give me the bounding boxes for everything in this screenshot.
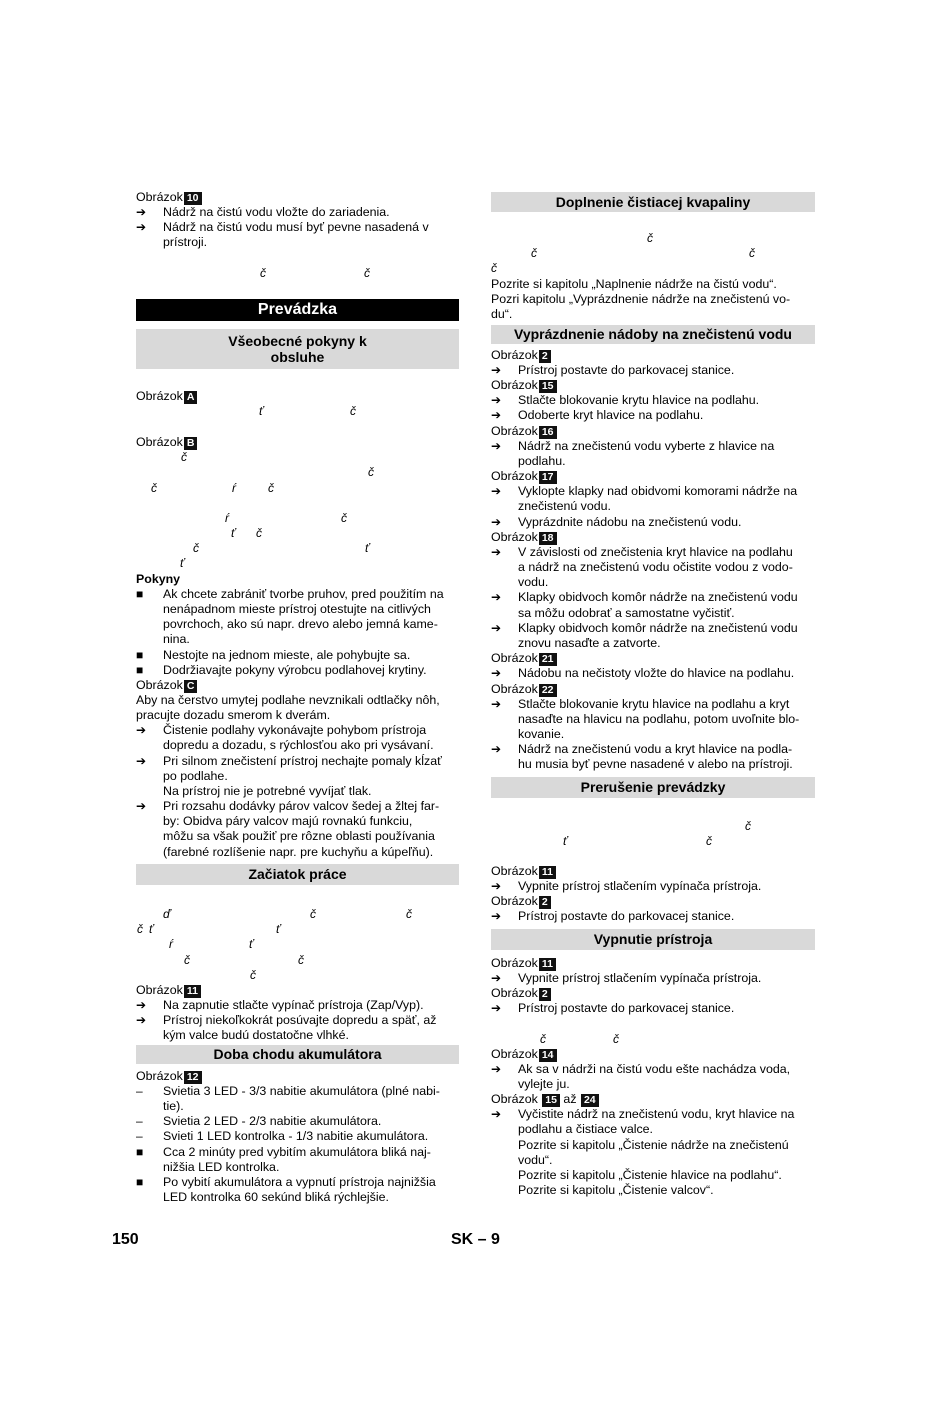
section-heading-prevadzka: Prevádzka — [136, 299, 459, 321]
stray-glyph: ť — [276, 922, 281, 936]
arrow-icon: ➔ — [491, 879, 502, 893]
square-bullet-icon: ■ — [136, 1175, 144, 1189]
instruction-continuation: dopredu a dozadu, s rýchlosťou ako pri vysávaní. — [163, 738, 434, 752]
arrow-icon: ➔ — [491, 393, 502, 407]
instruction-item — [136, 1013, 459, 1028]
stray-glyph: ť — [259, 404, 264, 418]
instruction-item — [136, 220, 459, 235]
instruction-item — [491, 1001, 815, 1016]
figure-number-badge: 2 — [539, 988, 551, 1001]
dash-text: Svietia 3 LED - 3/3 nabitie akumulátora (plné nabi- — [163, 1084, 440, 1098]
stray-glyph: č — [647, 231, 653, 245]
paragraph-line: pracujte dozadu smerom k dverám. — [136, 708, 331, 722]
instruction-text: Prístroj postavte do parkovacej stanice. — [518, 363, 735, 377]
page-number: 150 — [112, 1231, 139, 1248]
stray-glyph: č — [368, 465, 374, 479]
arrow-icon: ➔ — [491, 1062, 502, 1076]
instruction-text: Klapky obidvoch komôr nádrže na znečistenú vodu — [518, 621, 798, 635]
figure-number-badge: 24 — [581, 1094, 599, 1107]
figure-ref-11 — [136, 983, 459, 998]
instruction-continuation: sa môžu odobrať a samostatne vyčistiť. — [518, 606, 735, 620]
bullet-text: Po vybití akumulátora a vypnutí prístroja najnižšia — [163, 1175, 436, 1189]
instruction-item — [491, 545, 815, 560]
instruction-item — [491, 1107, 815, 1122]
arrow-icon: ➔ — [491, 363, 502, 377]
figure-ref-11 — [491, 956, 815, 971]
stray-glyph: č — [540, 1032, 546, 1046]
square-bullet-icon: ■ — [136, 663, 144, 677]
instruction-continuation: Pozrite si kapitolu „Čistenie hlavice na podlahu“. — [518, 1168, 782, 1182]
dash-text: Svietia 2 LED - 2/3 nabitie akumulátora. — [163, 1114, 382, 1128]
instruction-item — [136, 799, 459, 814]
stray-glyph: č — [749, 246, 755, 260]
arrow-icon: ➔ — [491, 971, 502, 985]
paragraph-line: Aby na čerstvo umytej podlahe nevznikali odtlačky nôh, — [136, 693, 440, 707]
figure-word: Obrázok — [136, 435, 183, 449]
figure-number-badge: 16 — [539, 426, 557, 439]
dash-text: Svieti 1 LED kontrolka - 1/3 nabitie akumulátora. — [163, 1129, 429, 1143]
figure-word: Obrázok — [136, 190, 183, 204]
instruction-item — [136, 723, 459, 738]
figure-word: Obrázok — [491, 894, 538, 908]
paragraph-line: Pozrite si kapitolu „Naplnenie nádrže na čistú vodu“. — [491, 277, 777, 291]
figure-number-badge: 15 — [542, 1094, 560, 1107]
arrow-icon: ➔ — [136, 1013, 147, 1027]
instruction-continuation: podlahu a čistiace valce. — [518, 1122, 654, 1136]
instruction-continuation: nasaďte na hlavicu na podlahu, potom uvoľnite blo- — [518, 712, 800, 726]
stray-glyph: č — [341, 511, 347, 525]
instruction-item — [491, 363, 815, 378]
figure-number-badge: 18 — [539, 532, 557, 545]
instruction-text: Ak sa v nádrži na čistú vodu ešte nachádza voda, — [518, 1062, 791, 1076]
instruction-text: Prístroj postavte do parkovacej stanice. — [518, 1001, 735, 1015]
figure-word: Obrázok — [136, 389, 183, 403]
instruction-continuation: môžu sa však použiť pre rôzne oblasti používania — [163, 829, 435, 843]
figure-number-badge: 2 — [539, 896, 551, 909]
paragraph-line: du“. — [491, 307, 513, 321]
instruction-continuation: Pozrite si kapitolu „Čistenie nádrže na znečistenú — [518, 1138, 789, 1152]
pokyny-heading: Pokyny — [136, 572, 181, 586]
figure-number-badge: 12 — [184, 1071, 202, 1084]
instruction-item — [136, 998, 459, 1013]
instruction-text: Vyprázdnite nádobu na znečistenú vodu. — [518, 515, 742, 529]
instruction-continuation: znečistenú vodu. — [518, 499, 611, 513]
square-bullet-icon: ■ — [136, 1145, 144, 1159]
stray-glyph: č — [250, 968, 256, 982]
figure-number-badge: 15 — [539, 380, 557, 393]
instruction-text: Nádrž na znečistenú vodu vyberte z hlavice na — [518, 439, 775, 453]
instruction-note: Na prístroj nie je potrebné vyvíjať tlak. — [163, 784, 372, 798]
bullet-continuation: povrchoch, ako sú napr. drevo alebo jemná kame- — [163, 617, 438, 631]
stray-glyph: ť — [365, 541, 370, 555]
instruction-item — [491, 1062, 815, 1077]
figure-number-badge: 10 — [184, 192, 202, 205]
stray-glyph: č — [613, 1032, 619, 1046]
instruction-text: V závislosti od znečistenia kryt hlavice na podlahu — [518, 545, 793, 559]
stray-glyph: č — [151, 481, 157, 495]
section-heading-vyprazdnenie: Vyprázdnenie nádoby na znečistenú vodu — [491, 325, 815, 344]
figure-ref-16 — [491, 424, 815, 439]
figure-ref-18 — [491, 530, 815, 545]
arrow-icon: ➔ — [491, 484, 502, 498]
arrow-icon: ➔ — [491, 515, 502, 529]
instruction-continuation: znovu nasaďte a zatvorte. — [518, 636, 661, 650]
figure-word: Obrázok — [491, 956, 538, 970]
instruction-item — [491, 393, 815, 408]
paragraph-line: Pozri kapitolu „Vyprázdnenie nádrže na znečistenú vo- — [491, 292, 791, 306]
arrow-icon: ➔ — [136, 723, 147, 737]
figure-ref-c — [136, 678, 459, 693]
instruction-text: Stlačte blokovanie krytu hlavice na podlahu. — [518, 393, 760, 407]
stray-glyph: č — [256, 526, 262, 540]
instruction-text: Prístroj niekoľkokrát posúvajte dopredu a späť, až — [163, 1013, 437, 1027]
instruction-continuation: Pozrite si kapitolu „Čistenie valcov“. — [518, 1183, 714, 1197]
arrow-icon: ➔ — [491, 742, 502, 756]
figure-word: Obrázok — [136, 1069, 183, 1083]
bullet-item — [136, 1175, 459, 1190]
instruction-item — [491, 484, 815, 499]
instruction-text: Vyklopte klapky nad obidvomi komorami nádrže na — [518, 484, 798, 498]
instruction-item — [491, 590, 815, 605]
figure-ref-15-24 — [491, 1092, 815, 1107]
figure-ref-17 — [491, 469, 815, 484]
instruction-text: Vypnite prístroj stlačením vypínača prístroja. — [518, 879, 762, 893]
stray-glyph: č — [406, 907, 412, 921]
figure-word: Obrázok — [491, 469, 538, 483]
arrow-icon: ➔ — [136, 799, 147, 813]
arrow-icon: ➔ — [491, 1107, 502, 1121]
instruction-item — [491, 439, 815, 454]
stray-glyph: č — [531, 246, 537, 260]
stray-glyph: č — [260, 266, 266, 280]
heading-line: obsluhe — [270, 349, 325, 365]
section-heading-vypnutie: Vypnutie prístroja — [491, 929, 815, 950]
instruction-item — [491, 971, 815, 986]
stray-glyph: č — [364, 266, 370, 280]
dash-continuation: tie). — [163, 1099, 184, 1113]
instruction-text: Pri rozsahu dodávky párov valcov šedej a žltej far- — [163, 799, 440, 813]
stray-glyph: ť — [180, 556, 185, 570]
instruction-text: Odoberte kryt hlavice na podlahu. — [518, 408, 704, 422]
dash-item — [136, 1084, 459, 1099]
figure-number-badge: 17 — [539, 471, 557, 484]
arrow-icon: ➔ — [491, 666, 502, 680]
dash-bullet: – — [136, 1114, 143, 1128]
range-word: až — [563, 1092, 577, 1106]
stray-glyph: č — [268, 481, 274, 495]
figure-ref-b — [136, 435, 459, 450]
bullet-text: Nestojte na jednom mieste, ale pohybujte sa. — [163, 648, 411, 662]
dash-bullet: – — [136, 1084, 143, 1098]
instruction-text: Nádrž na znečistenú vodu a kryt hlavice na podla- — [518, 742, 793, 756]
instruction-item — [491, 666, 815, 681]
figure-ref-2 — [491, 986, 815, 1001]
stray-glyph: č — [184, 953, 190, 967]
instruction-text: Nádrž na čistú vodu vložte do zariadenia. — [163, 205, 390, 219]
instruction-text: Klapky obidvoch komôr nádrže na znečistenú vodu — [518, 590, 798, 604]
stray-glyph: č — [491, 261, 497, 275]
figure-word: Obrázok — [491, 986, 538, 1000]
figure-number-badge: 21 — [539, 653, 557, 666]
instruction-text: Prístroj postavte do parkovacej stanice. — [518, 909, 735, 923]
bullet-continuation: LED kontrolka 60 sekúnd bliká rýchlejšie. — [163, 1190, 389, 1204]
figure-ref-2 — [491, 348, 815, 363]
instruction-item — [491, 515, 815, 530]
arrow-icon: ➔ — [491, 1001, 502, 1015]
figure-word: Obrázok — [491, 348, 538, 362]
figure-number-badge: 11 — [184, 985, 201, 998]
figure-number-badge: 11 — [539, 958, 556, 971]
figure-ref-10 — [136, 190, 459, 205]
figure-word: Obrázok — [136, 678, 183, 692]
stray-glyph: ŕ — [232, 481, 236, 495]
stray-glyph: č — [137, 922, 143, 936]
instruction-item — [136, 205, 459, 220]
figure-word: Obrázok — [491, 682, 538, 696]
instruction-text: Čistenie podlahy vykonávajte pohybom prístroja — [163, 723, 427, 737]
bullet-text: Cca 2 minúty pred vybitím akumulátora bliká naj- — [163, 1145, 431, 1159]
figure-letter-badge: B — [184, 437, 198, 450]
instruction-text: Vypnite prístroj stlačením vypínača prístroja. — [518, 971, 762, 985]
instruction-continuation: hu musia byť pevne nasadené v alebo na prístroji. — [518, 757, 793, 771]
instruction-item — [491, 909, 815, 924]
figure-word: Obrázok — [491, 378, 538, 392]
figure-ref-15 — [491, 378, 815, 393]
figure-ref-22 — [491, 682, 815, 697]
stray-glyph: ť — [563, 834, 568, 848]
figure-number-badge: 2 — [539, 350, 551, 363]
figure-number-badge: 14 — [539, 1049, 557, 1062]
instruction-text: Pri silnom znečistení prístroj nechajte pomaly kĺzať — [163, 754, 442, 768]
stray-glyph: ť — [249, 937, 254, 951]
stray-glyph: č — [193, 541, 199, 555]
figure-ref-14 — [491, 1047, 815, 1062]
figure-word: Obrázok — [491, 651, 538, 665]
dash-bullet: – — [136, 1129, 143, 1143]
figure-word: Obrázok — [491, 424, 538, 438]
heading-line: Všeobecné pokyny k — [228, 333, 367, 349]
figure-letter-badge: A — [184, 391, 198, 404]
arrow-icon: ➔ — [491, 909, 502, 923]
figure-ref-2 — [491, 894, 815, 909]
instruction-continuation: vodu. — [518, 575, 549, 589]
stray-glyph: č — [181, 450, 187, 464]
bullet-text: Dodržiavajte pokyny výrobcu podlahovej krytiny. — [163, 663, 427, 677]
instruction-text: Stlačte blokovanie krytu hlavice na podlahu a kryt — [518, 697, 790, 711]
figure-word: Obrázok — [136, 983, 183, 997]
instruction-item — [491, 742, 815, 757]
figure-ref-12 — [136, 1069, 459, 1084]
arrow-icon: ➔ — [136, 754, 147, 768]
arrow-icon: ➔ — [136, 998, 147, 1012]
arrow-icon: ➔ — [491, 545, 502, 559]
dash-item — [136, 1129, 459, 1144]
instruction-item — [491, 621, 815, 636]
bullet-item — [136, 663, 459, 678]
instruction-item — [136, 754, 459, 769]
instruction-continuation: podlahu. — [518, 454, 566, 468]
bullet-item — [136, 648, 459, 663]
arrow-icon: ➔ — [136, 220, 147, 234]
square-bullet-icon: ■ — [136, 587, 144, 601]
stray-glyph: ť — [149, 922, 154, 936]
instruction-continuation: (farebné rozlíšenie napr. pre kuchyňu a kúpeľňu). — [163, 845, 434, 859]
figure-word: Obrázok — [491, 1092, 538, 1106]
instruction-continuation: kým valce budú dostatočne vlhké. — [163, 1028, 349, 1042]
stray-glyph: č — [706, 834, 712, 848]
arrow-icon: ➔ — [491, 621, 502, 635]
instruction-text: Nádobu na nečistoty vložte do hlavice na podlahu. — [518, 666, 795, 680]
bullet-continuation: nižšia LED kontrolka. — [163, 1160, 280, 1174]
figure-word: Obrázok — [491, 1047, 538, 1061]
instruction-continuation: vodu“. — [518, 1153, 553, 1167]
instruction-continuation: prístroji. — [163, 235, 208, 249]
instruction-continuation: by: Obidva páry valcov majú rovnakú funkciu, — [163, 814, 413, 828]
section-heading-doba-chodu: Doba chodu akumulátora — [136, 1045, 459, 1064]
bullet-continuation: nina. — [163, 632, 190, 646]
stray-glyph: č — [745, 819, 751, 833]
bullet-continuation: nenápadnom mieste prístroj otestujte na citlivých — [163, 602, 431, 616]
stray-glyph: č — [310, 907, 316, 921]
figure-word: Obrázok — [491, 864, 538, 878]
dash-item — [136, 1114, 459, 1129]
instruction-item — [491, 697, 815, 712]
arrow-icon: ➔ — [491, 439, 502, 453]
arrow-icon: ➔ — [491, 408, 502, 422]
figure-word: Obrázok — [491, 530, 538, 544]
arrow-icon: ➔ — [491, 590, 502, 604]
instruction-text: Na zapnutie stlačte vypínač prístroja (Zap/Vyp). — [163, 998, 424, 1012]
section-heading-vseobecne-pokyny — [136, 329, 459, 369]
instruction-item — [491, 879, 815, 894]
figure-number-badge: 11 — [539, 866, 556, 879]
instruction-continuation: po podlahe. — [163, 769, 228, 783]
arrow-icon: ➔ — [491, 697, 502, 711]
figure-ref-21 — [491, 651, 815, 666]
stray-glyph: č — [350, 404, 356, 418]
instruction-continuation: vylejte ju. — [518, 1077, 570, 1091]
page-code: SK – 9 — [451, 1231, 500, 1248]
arrow-icon: ➔ — [136, 205, 147, 219]
figure-letter-badge: C — [184, 680, 198, 693]
stray-glyph: ŕ — [169, 937, 173, 951]
figure-ref-a — [136, 389, 459, 404]
bullet-item — [136, 1145, 459, 1160]
bullet-text: Ak chcete zabrániť tvorbe pruhov, pred použitím na — [163, 587, 444, 601]
instruction-item — [491, 408, 815, 423]
section-heading-doplnenie: Doplnenie čistiacej kvapaliny — [491, 192, 815, 212]
figure-number-badge: 22 — [539, 684, 557, 697]
stray-glyph: ŕ — [225, 511, 229, 525]
section-heading-zaciatok-prace: Začiatok práce — [136, 864, 459, 885]
instruction-continuation: a nádrž na znečistenú vodu očistite vodou z vodo- — [518, 560, 793, 574]
square-bullet-icon: ■ — [136, 648, 144, 662]
figure-ref-11 — [491, 864, 815, 879]
instruction-continuation: kovanie. — [518, 727, 565, 741]
section-heading-prerusenie: Prerušenie prevádzky — [491, 777, 815, 798]
stray-glyph: ď — [163, 907, 171, 921]
bullet-item — [136, 587, 459, 602]
stray-glyph: č — [298, 953, 304, 967]
instruction-text: Nádrž na čistú vodu musí byť pevne nasadená v — [163, 220, 429, 234]
stray-glyph: ť — [231, 526, 236, 540]
instruction-text: Vyčistite nádrž na znečistenú vodu, kryt hlavice na — [518, 1107, 795, 1121]
